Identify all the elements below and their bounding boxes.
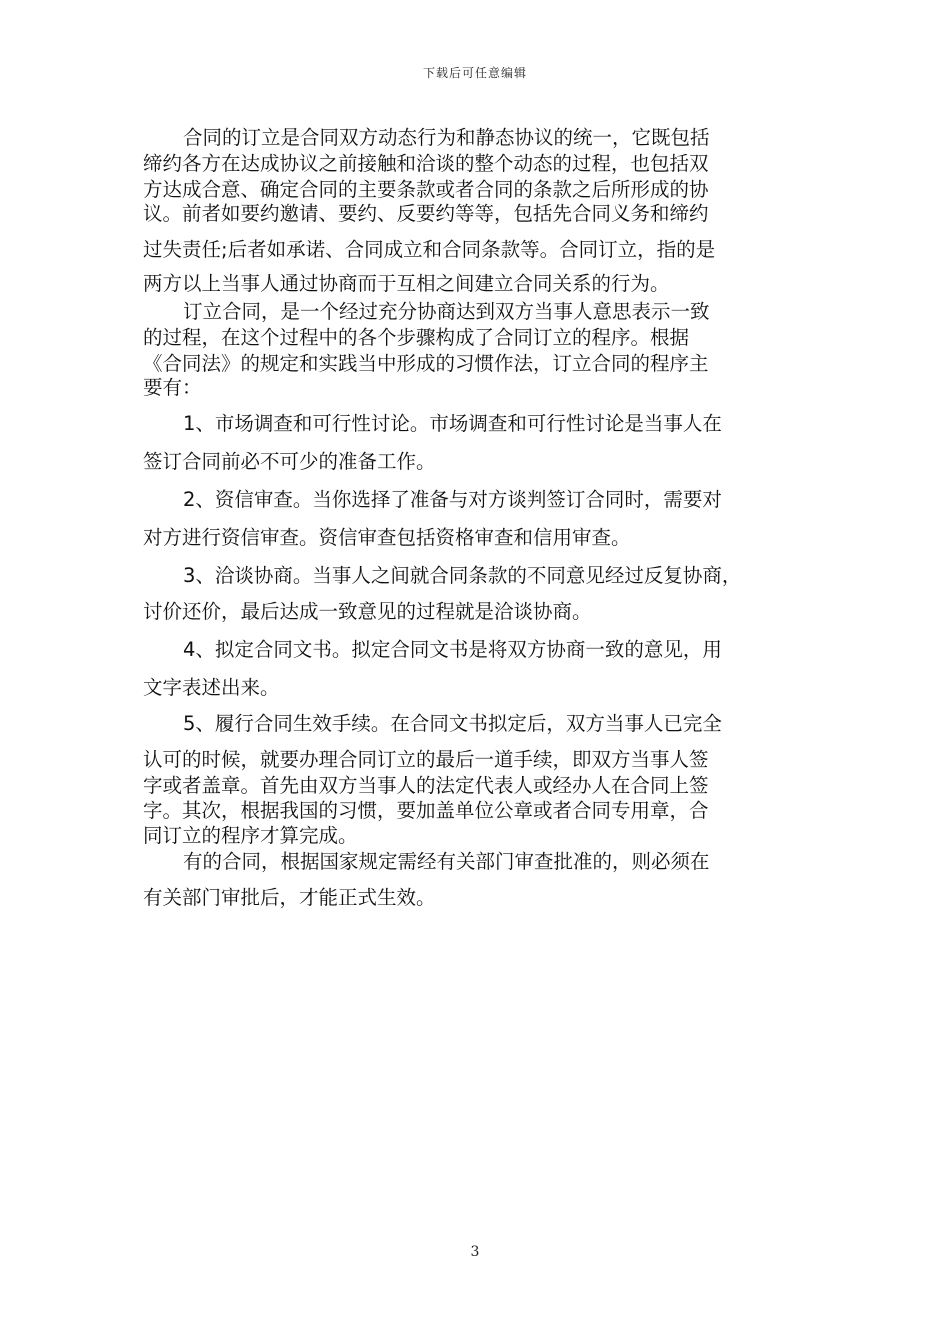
body-line: 订立合同，是一个经过充分协商达到双方当事人意思表示一致 <box>183 300 710 323</box>
body-line: 4、拟定合同文书。拟定合同文书是将双方协商一致的意见，用 <box>183 638 722 661</box>
body-line: 签订合同前必不可少的准备工作。 <box>143 450 436 473</box>
page-number: 3 <box>470 1244 480 1260</box>
page-header: 下载后可任意编辑 <box>422 66 527 80</box>
body-line: 方达成合意、确定合同的主要条款或者合同的条款之后所形成的协 <box>143 178 709 201</box>
body-line: 字。其次，根据我国的习惯，要加盖单位公章或者合同专用章，合 <box>143 799 709 822</box>
body-line: 文字表述出来。 <box>143 676 280 699</box>
body-line: 过失责任;后者如承诺、合同成立和合同条款等。合同订立，指的是 <box>143 238 716 261</box>
body-line: 缔约各方在达成协议之前接触和洽谈的整个动态的过程，也包括双 <box>143 152 709 175</box>
body-line: 2、资信审查。当你选择了准备与对方谈判签订合同时，需要对 <box>183 488 722 511</box>
body-line: 同订立的程序才算完成。 <box>143 824 358 847</box>
body-line: 两方以上当事人通过协商而于互相之间建立合同关系的行为。 <box>143 272 670 295</box>
body-line: 有的合同，根据国家规定需经有关部门审查批准的，则必须在 <box>183 850 710 873</box>
body-line: 议。前者如要约邀请、要约、反要约等等，包括先合同义务和缔约 <box>143 202 709 225</box>
body-line: 字或者盖章。首先由双方当事人的法定代表人或经办人在合同上签 <box>143 774 709 797</box>
body-line: 有关部门审批后，才能正式生效。 <box>143 886 436 909</box>
body-line: 《合同法》的规定和实践当中形成的习惯作法，订立合同的程序主 <box>143 352 709 375</box>
body-line: 合同的订立是合同双方动态行为和静态协议的统一，它既包括 <box>183 126 710 149</box>
body-line: 对方进行资信审查。资信审查包括资格审查和信用审查。 <box>143 526 631 549</box>
body-line: 讨价还价，最后达成一致意见的过程就是洽谈协商。 <box>143 600 592 623</box>
body-line: 要有： <box>143 376 202 399</box>
body-line: 1、市场调查和可行性讨论。市场调查和可行性讨论是当事人在 <box>183 412 722 435</box>
body-line: 的过程，在这个过程中的各个步骤构成了合同订立的程序。根据 <box>143 326 690 349</box>
body-line: 认可的时候，就要办理合同订立的最后一道手续，即双方当事人签 <box>143 748 709 771</box>
body-line: 3、洽谈协商。当事人之间就合同条款的不同意见经过反复协商， <box>183 564 742 587</box>
body-line: 5、履行合同生效手续。在合同文书拟定后，双方当事人已完全 <box>183 712 722 735</box>
